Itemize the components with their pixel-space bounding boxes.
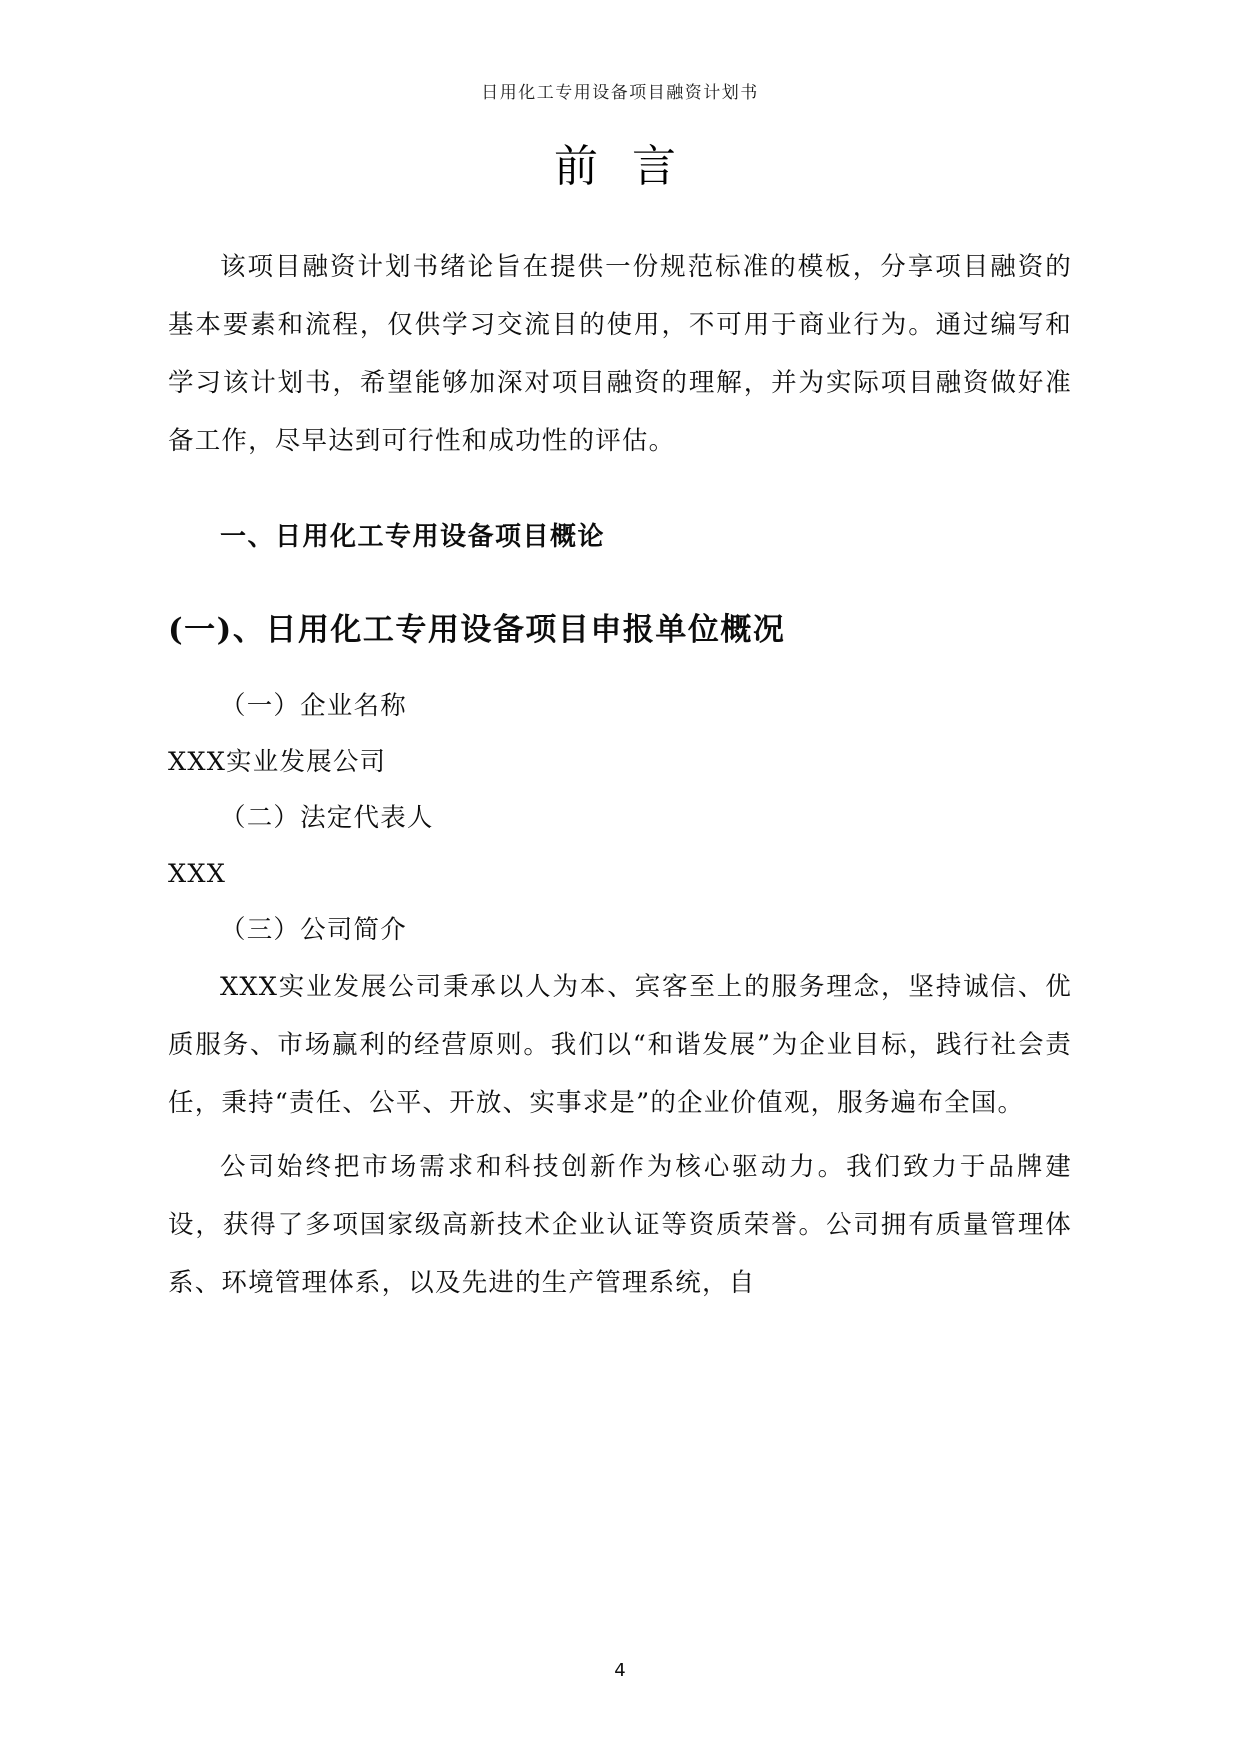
page-title: 前 言 [554,141,686,192]
preface-paragraph-1: 该项目融资计划书绪论旨在提供一份规范标准的模板，分享项目融资的基本要素和流程，仅供学习交流目的使用，不可用于商业行为。通过编写和学习该计划书，希望能够加深对项目融资的理解，并为实际项目融资做好准备工作，尽早达到可行性和成功性的评估。 [168,252,1072,456]
section-heading-2: (一)、日用化工专用设备项目申报单位概况 [168,612,786,648]
item-value-1: XXX实业发展公司 [168,747,387,777]
body-paragraph-1: XXX实业发展公司秉承以人为本、宾客至上的服务理念，坚持诚信、优质服务、市场赢利的经营原则。我们以“和谐发展”为企业目标，践行社会责任，秉持“责任、公平、开放、实事求是”的企业价值观，服务遍布全国。 [168,972,1072,1118]
page-number: 4 [614,1660,626,1681]
document-content [168,130,1072,1318]
item-label-3: （三）公司简介 [220,915,407,945]
item-label-1: （一）企业名称 [220,691,407,721]
item-label-2: （二）法定代表人 [220,803,434,833]
running-header: 日用化工专用设备项目融资计划书 [481,83,759,103]
body-paragraph-2: 公司始终把市场需求和科技创新作为核心驱动力。我们致力于品牌建设，获得了多项国家级高新技术企业认证等资质荣誉。公司拥有质量管理体系、环境管理体系，以及先进的生产管理系统，自 [168,1152,1072,1298]
item-value-2: XXX [168,859,227,889]
section-heading-1: 一、日用化工专用设备项目概论 [220,522,606,552]
